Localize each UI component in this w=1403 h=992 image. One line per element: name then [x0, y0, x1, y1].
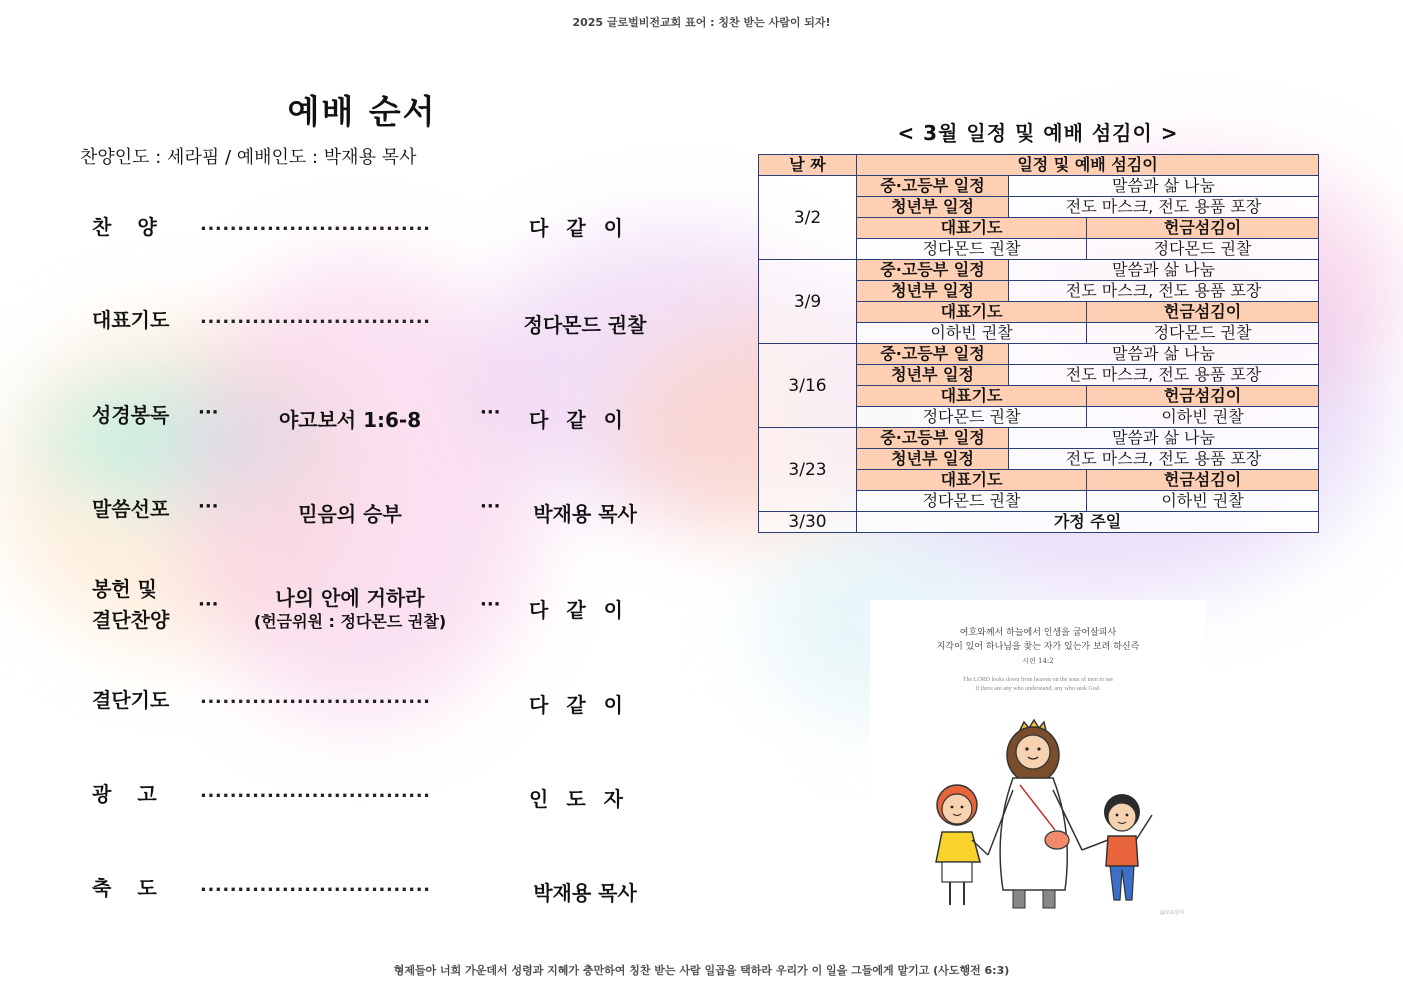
order-label: 축도 — [92, 876, 183, 900]
leader-dots: ............................... — [200, 307, 431, 328]
leader-dots: ............................... — [200, 875, 431, 896]
page-title: 예배 순서 — [287, 92, 437, 131]
prayer-label: 대표기도 — [857, 386, 1087, 407]
order-item-benediction — [80, 873, 660, 933]
young-adult-value: 전도 마스크, 전도 용품 포장 — [1009, 197, 1319, 218]
young-adult-value: 전도 마스크, 전도 용품 포장 — [1009, 281, 1319, 302]
table-row — [759, 428, 1319, 449]
order-middle: 믿음의 승부 — [298, 502, 402, 526]
order-label-line2: 결단찬양 — [92, 608, 170, 632]
offering-value: 정다몬드 권찰 — [1087, 323, 1319, 344]
offering-label: 헌금섬김이 — [1087, 218, 1319, 239]
table-row — [759, 176, 1319, 197]
order-label: 대표기도 — [92, 308, 170, 332]
youth-value: 말씀과 삶 나눔 — [1009, 344, 1319, 365]
youth-value: 말씀과 삶 나눔 — [1009, 428, 1319, 449]
youth-label: 중·고등부 일정 — [857, 176, 1009, 197]
order-who: 다같이 — [529, 693, 641, 717]
verse-reference: 시편 14:2 — [1022, 657, 1054, 665]
order-label: 성경봉독 — [92, 403, 170, 427]
youth-label: 중·고등부 일정 — [857, 428, 1009, 449]
offering-value: 이하빈 권찰 — [1087, 407, 1319, 428]
order-item-decision-prayer — [80, 685, 660, 745]
leader-dots: ··· — [480, 402, 501, 423]
youth-value: 말씀과 삶 나눔 — [1009, 260, 1319, 281]
young-adult-value: 전도 마스크, 전도 용품 포장 — [1009, 449, 1319, 470]
young-adult-value: 전도 마스크, 전도 용품 포장 — [1009, 365, 1319, 386]
young-adult-label: 청년부 일정 — [857, 365, 1009, 386]
youth-label: 중·고등부 일정 — [857, 344, 1009, 365]
prayer-label: 대표기도 — [857, 302, 1087, 323]
column-header: 날 짜 — [759, 155, 857, 176]
young-adult-label: 청년부 일정 — [857, 281, 1009, 302]
order-who: 박재용 목사 — [533, 502, 637, 526]
order-item-announcements — [80, 779, 660, 839]
order-label: 결단기도 — [92, 688, 170, 712]
worship-leaders: 찬양인도 : 세라핌 / 예배인도 : 박재용 목사 — [80, 147, 417, 168]
order-label-line1: 봉헌 및 — [92, 577, 157, 601]
order-who: 인도자 — [529, 787, 641, 811]
order-middle-sub: (헌금위원 : 정다몬드 권찰) — [253, 612, 447, 631]
prayer-label: 대표기도 — [857, 218, 1087, 239]
leader-dots: ··· — [198, 496, 219, 517]
order-item-scripture — [80, 400, 660, 460]
offering-label: 헌금섬김이 — [1087, 470, 1319, 491]
order-label: 말씀선포 — [92, 497, 170, 521]
order-label: 찬양 — [92, 215, 183, 239]
illustration-credit: @포포랑미 — [1160, 910, 1185, 916]
verse-english-line: if there are any who understand, any who seek God. — [975, 686, 1101, 692]
youth-value: 말씀과 삶 나눔 — [1009, 176, 1319, 197]
illustration-card — [870, 600, 1206, 925]
prayer-value: 정다몬드 권찰 — [857, 239, 1087, 260]
offering-value: 정다몬드 권찰 — [1087, 239, 1319, 260]
leader-dots: ··· — [198, 594, 219, 615]
order-who: 다같이 — [529, 408, 641, 432]
table-row — [759, 344, 1319, 365]
column-header: 일정 및 예배 섬김이 — [857, 155, 1319, 176]
youth-label: 중·고등부 일정 — [857, 260, 1009, 281]
order-middle: 나의 안에 거하라 — [275, 586, 425, 610]
bottom-banner: 형제들아 너희 가운데서 성령과 지혜가 충만하여 칭찬 받는 사람 일곱을 택하라 우리가 이 일을 그들에게 맡기고 (사도행전 6:3) — [393, 964, 1010, 977]
order-item-sermon — [80, 494, 660, 554]
leader-dots: ··· — [198, 402, 219, 423]
top-banner: 2025 글로벌비전교회 표어 : 칭찬 받는 사람이 되자! — [572, 16, 831, 29]
schedule-table — [758, 154, 1319, 533]
order-who: 다같이 — [529, 598, 641, 622]
leader-dots: ............................... — [200, 214, 431, 235]
date-cell: 3/9 — [759, 260, 857, 344]
date-cell: 3/16 — [759, 344, 857, 428]
jesus-with-children-drawing — [870, 600, 1206, 925]
order-who: 박재용 목사 — [533, 881, 637, 905]
order-item-prayer — [80, 305, 660, 365]
young-adult-label: 청년부 일정 — [857, 449, 1009, 470]
order-item-praise — [80, 212, 660, 272]
young-adult-label: 청년부 일정 — [857, 197, 1009, 218]
table-header-row — [759, 155, 1319, 176]
order-who: 다같이 — [529, 216, 641, 240]
prayer-label: 대표기도 — [857, 470, 1087, 491]
order-who: 정다몬드 권찰 — [523, 313, 647, 337]
schedule-title: < 3월 일정 및 예배 섬김이 > — [897, 121, 1179, 145]
date-cell: 3/2 — [759, 176, 857, 260]
table-row — [759, 512, 1319, 533]
date-cell: 3/30 — [759, 512, 857, 533]
table-row — [759, 260, 1319, 281]
leader-dots: ............................... — [200, 781, 431, 802]
leader-dots: ··· — [480, 496, 501, 517]
prayer-value: 정다몬드 권찰 — [857, 407, 1087, 428]
leader-dots: ............................... — [200, 687, 431, 708]
verse-korean-line: 여호와께서 하늘에서 인생을 굽어살피사 — [959, 628, 1117, 638]
order-middle: 야고보서 1:6-8 — [278, 408, 422, 432]
prayer-value: 이하빈 권찰 — [857, 323, 1087, 344]
date-cell: 3/23 — [759, 428, 857, 512]
leader-dots: ··· — [480, 594, 501, 615]
order-label: 광고 — [92, 782, 183, 806]
order-item-offering — [80, 574, 660, 644]
verse-english-line: The LORD looks down from heaven on the sons of men to see — [962, 677, 1114, 683]
family-sunday: 가정 주일 — [857, 512, 1319, 533]
offering-label: 헌금섬김이 — [1087, 302, 1319, 323]
verse-korean-line: 지각이 있어 하나님을 찾는 자가 있는가 보려 하신즉 — [936, 642, 1140, 652]
offering-label: 헌금섬김이 — [1087, 386, 1319, 407]
offering-value: 이하빈 권찰 — [1087, 491, 1319, 512]
prayer-value: 정다몬드 권찰 — [857, 491, 1087, 512]
